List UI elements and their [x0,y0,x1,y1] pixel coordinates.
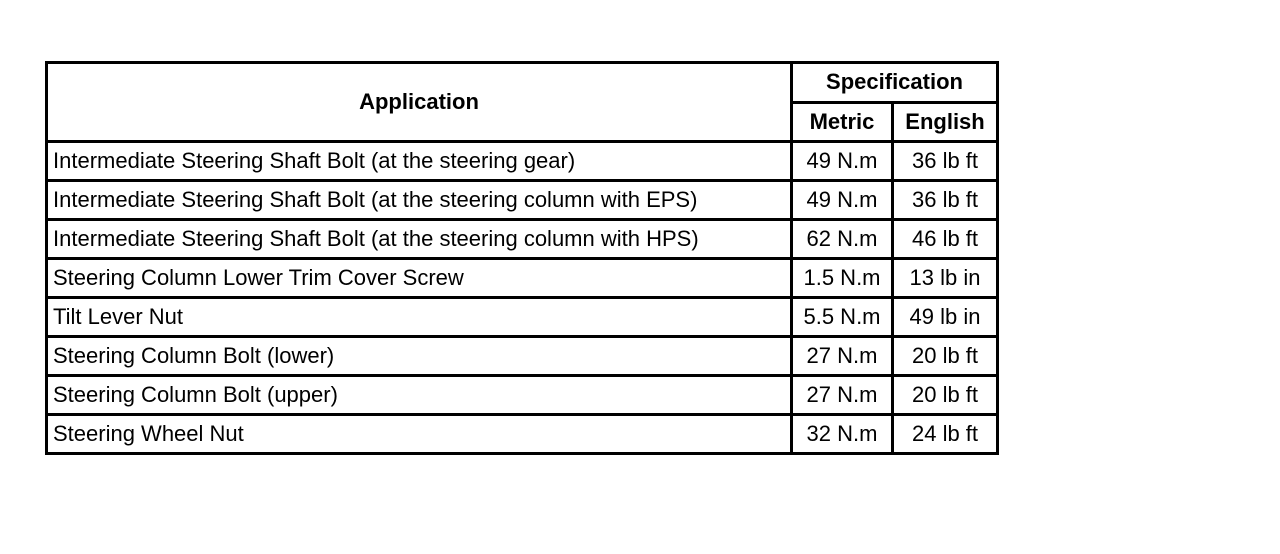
metric-cell: 62 N.m [792,220,893,259]
table-row [47,376,998,415]
table-row [47,259,998,298]
header-row [47,63,998,103]
application-header: Application [47,63,792,142]
metric-cell: 32 N.m [792,415,893,454]
english-cell: 24 lb ft [893,415,998,454]
english-cell: 36 lb ft [893,142,998,181]
table-row [47,298,998,337]
application-cell: Steering Column Bolt (upper) [47,376,792,415]
torque-spec-table [45,61,999,455]
english-cell: 20 lb ft [893,337,998,376]
english-header: English [893,102,998,142]
application-cell: Steering Column Lower Trim Cover Screw [47,259,792,298]
metric-cell: 49 N.m [792,181,893,220]
application-cell: Intermediate Steering Shaft Bolt (at the steering column with HPS) [47,220,792,259]
english-cell: 46 lb ft [893,220,998,259]
english-cell: 49 lb in [893,298,998,337]
metric-cell: 5.5 N.m [792,298,893,337]
table-row [47,181,998,220]
metric-cell: 27 N.m [792,376,893,415]
application-cell: Steering Wheel Nut [47,415,792,454]
table-row [47,142,998,181]
table-row [47,337,998,376]
english-cell: 20 lb ft [893,376,998,415]
metric-cell: 1.5 N.m [792,259,893,298]
table-row [47,415,998,454]
metric-cell: 27 N.m [792,337,893,376]
metric-header: Metric [792,102,893,142]
application-cell: Steering Column Bolt (lower) [47,337,792,376]
application-cell: Tilt Lever Nut [47,298,792,337]
application-cell: Intermediate Steering Shaft Bolt (at the steering gear) [47,142,792,181]
specification-header: Specification [792,63,998,103]
application-cell: Intermediate Steering Shaft Bolt (at the steering column with EPS) [47,181,792,220]
table-row [47,220,998,259]
metric-cell: 49 N.m [792,142,893,181]
english-cell: 13 lb in [893,259,998,298]
english-cell: 36 lb ft [893,181,998,220]
